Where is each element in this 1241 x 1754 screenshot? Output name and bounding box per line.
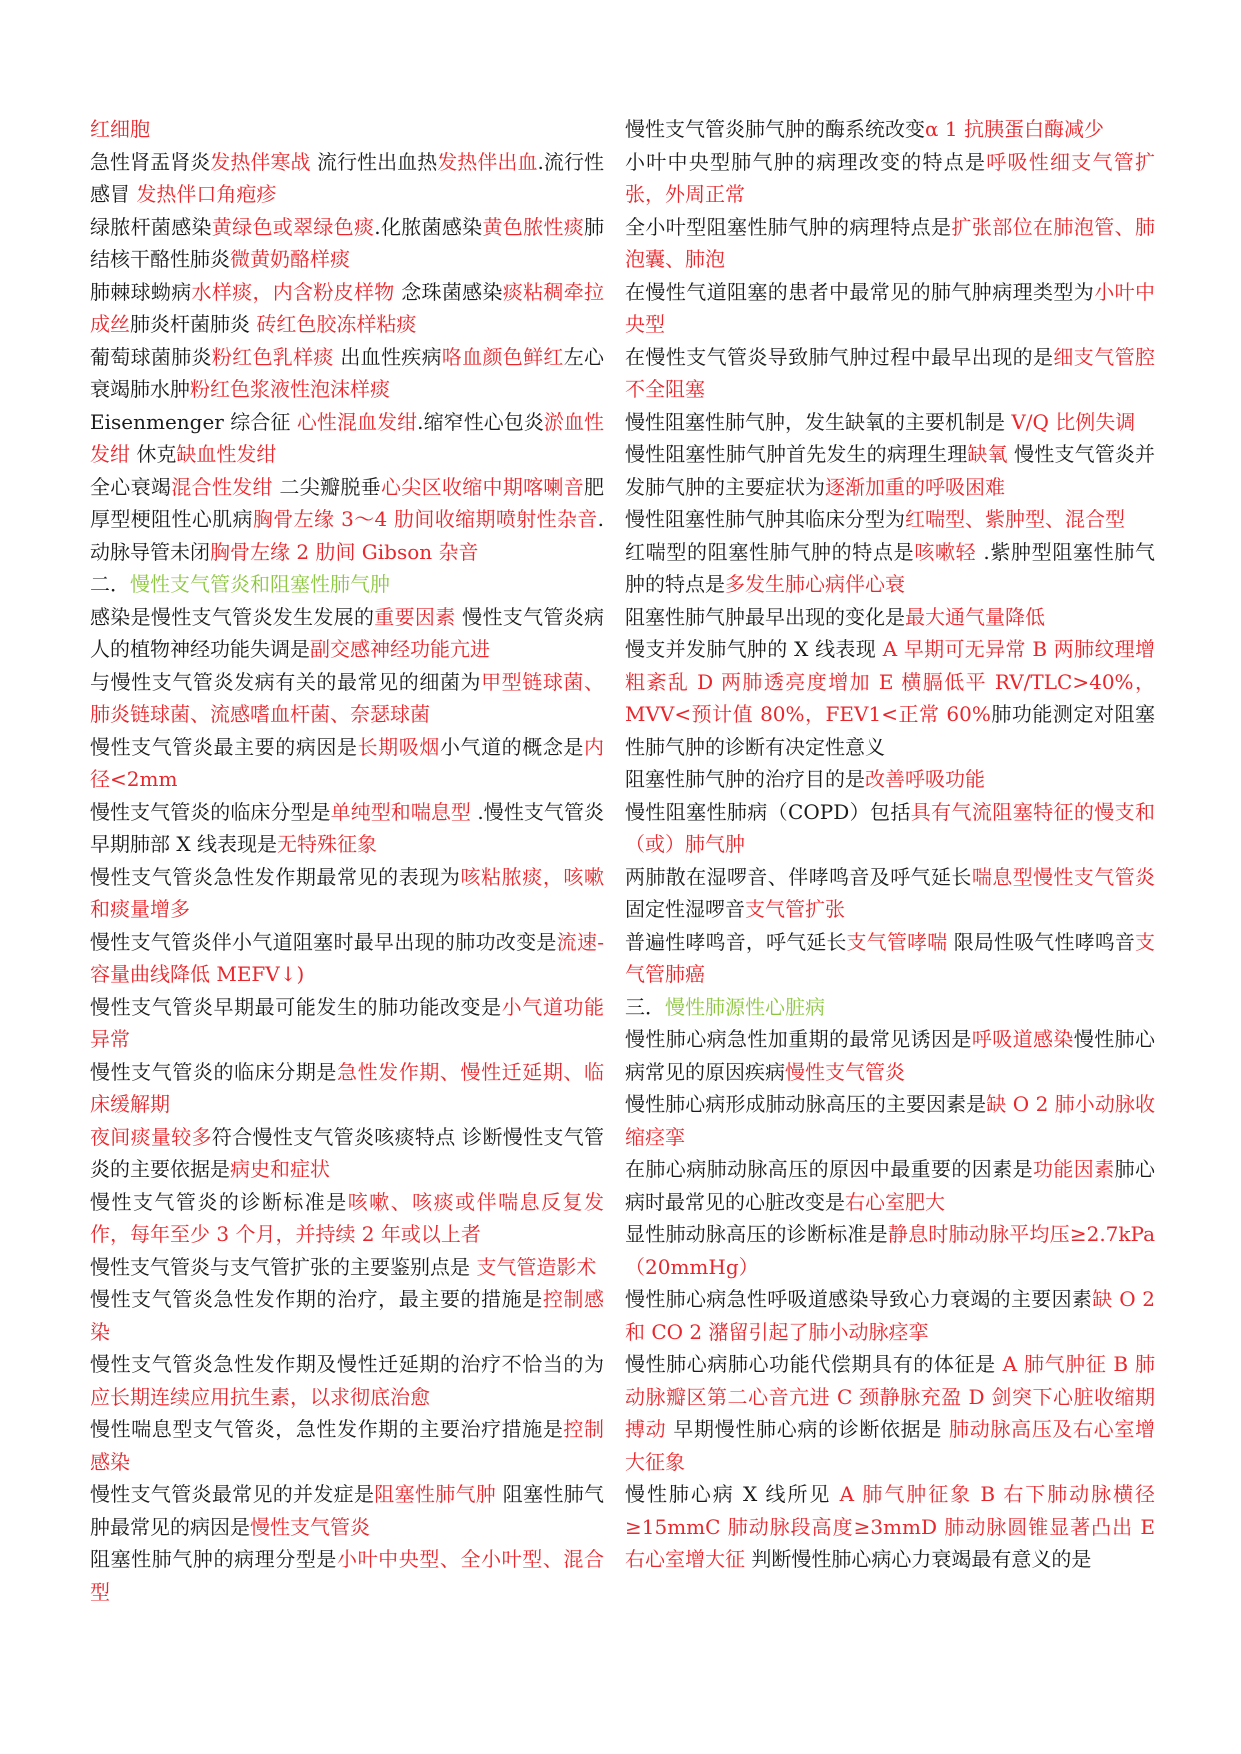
paragraph (90, 1478, 604, 1543)
paragraph (90, 276, 604, 341)
paragraph (90, 796, 604, 861)
section-heading: 慢性肺源性心脏病 (665, 994, 825, 1019)
text-segment: 三． (625, 994, 665, 1019)
paragraph (90, 568, 604, 601)
right-column (625, 113, 1155, 1576)
paragraph (90, 1186, 604, 1251)
paragraph (90, 1413, 604, 1478)
text-segment: .缩窄性心包炎 (417, 409, 544, 434)
paragraph (90, 211, 604, 276)
text-segment: 符合慢性支气管炎咳痰特点 诊断慢性支气管炎的主要依据是 (90, 1124, 605, 1181)
text-segment: 慢性肺心病形成肺动脉高压的主要因素是 (625, 1092, 987, 1116)
text-segment: 二． (90, 572, 130, 596)
text-segment: 慢性支气管炎的临床分期是 (90, 1059, 337, 1084)
paragraph (90, 1283, 604, 1348)
highlight-answer: 小叶中央型、全小叶型、混合型 (90, 1547, 604, 1604)
highlight-answer: 应长期连续应用抗生素，以求彻底治愈 (90, 1384, 430, 1409)
text-segment: 出血性疾病 (333, 344, 442, 369)
highlight-answer: 黄色脓性痰 (482, 214, 585, 239)
paragraph (90, 991, 604, 1056)
highlight-answer: A 肺气肿征 B 肺动脉瓣区第二心音亢进 C 颈静脉充盈 D 剑突下心脏收缩期搏动 (625, 1352, 1156, 1441)
text-segment: 慢性阻塞性肺气肿其临床分型为 (625, 507, 905, 531)
highlight-answer: 小气道功能异常 (90, 994, 605, 1051)
text-segment: 在肺心病肺动脉高压的原因中最重要的因素是 (625, 1157, 1033, 1181)
text-segment: 流行性出血热 (310, 149, 438, 174)
highlight-answer: 具有气流阻塞特征的慢支和（或）肺气肿 (625, 799, 1155, 856)
highlight-answer: 喘息型慢性支气管炎 (971, 864, 1156, 889)
highlight-answer: 功能因素 (1033, 1157, 1115, 1181)
text-segment: 两肺散在湿啰音、伴哮鸣音及呼气延长 (625, 864, 972, 889)
text-segment: 小气道的概念是 (439, 734, 585, 759)
paragraph (625, 861, 1155, 926)
paragraph (625, 341, 1155, 406)
text-segment: 慢性喘息型支气管炎，急性发作期的主要治疗措施是 (90, 1417, 564, 1441)
paragraph (625, 1023, 1155, 1088)
highlight-answer: 混合性发绀 (171, 474, 273, 499)
paragraph (625, 406, 1155, 439)
text-segment: 普遍性哮鸣音，呼气延长 (625, 929, 847, 954)
highlight-answer: 单纯型和喘息型 (330, 799, 471, 824)
highlight-answer: 阻塞性肺气肿 (374, 1482, 497, 1506)
paragraph (90, 113, 604, 146)
highlight-answer: A 早期可无异常 B 两肺纹理增粗紊乱 D 两肺透亮度增加 E 横膈低平 RV/TLC>40%，MVV<预计值 80%，FEV1<正常 60% (625, 637, 1155, 726)
highlight-answer: 急性发作期、慢性迁延期、临床缓解期 (90, 1059, 604, 1116)
paragraph (625, 276, 1155, 341)
paragraph (625, 991, 1155, 1024)
highlight-answer: 咳粘脓痰，咳嗽和痰量增多 (90, 864, 604, 921)
highlight-answer: 慢性支气管炎 (785, 1059, 905, 1084)
text-segment: 慢性支气管炎急性发作期的治疗，最主要的措施是 (90, 1287, 543, 1311)
text-segment: 左心衰竭肺水肿 (90, 344, 605, 401)
highlight-answer: 副交感神经功能亢进 (310, 637, 490, 661)
text-segment: .动脉导管未闭 (90, 507, 605, 564)
highlight-answer: 控制感染 (90, 1287, 605, 1344)
highlight-answer: α 1 抗胰蛋白酶减少 (925, 117, 1104, 141)
highlight-answer: 发热伴出血 (437, 149, 538, 174)
highlight-answer: 红喘型、紫肿型、混合型 (905, 507, 1125, 531)
text-segment: 肺结核干酪性肺炎 (90, 214, 605, 271)
text-segment: 慢性支气管炎急性发作期最常见的表现为 (90, 864, 461, 889)
paragraph (625, 438, 1155, 503)
highlight-answer: 支气管扩张 (745, 897, 845, 921)
text-segment: 慢性支气管炎的诊断标准是 (90, 1189, 348, 1214)
highlight-answer: 病史和症状 (230, 1157, 330, 1181)
paragraph (625, 503, 1155, 536)
paragraph (625, 763, 1155, 796)
highlight-answer: 缺血性发绀 (176, 442, 277, 466)
text-segment: 阻塞性肺气肿最早出现的变化是 (625, 604, 905, 629)
text-segment: 慢性阻塞性肺病（COPD）包括 (625, 799, 911, 824)
paragraph (90, 1056, 604, 1121)
text-segment: 慢性支气管炎早期最可能发生的肺功能改变是 (90, 994, 502, 1019)
text-segment: 急性肾盂肾炎 (90, 149, 211, 174)
text-segment: 早期慢性肺心病的诊断依据是 (666, 1417, 950, 1441)
text-segment: 全心衰竭 (90, 474, 172, 499)
text-segment: 肥厚型梗阻性心肌病 (90, 474, 605, 531)
text-segment: 慢性支气管炎病人的植物神经功能失调是 (90, 604, 605, 661)
paragraph (90, 341, 604, 406)
text-segment: 感染是慢性支气管炎发生发展的 (90, 604, 375, 629)
highlight-answer: 淤血性发绀 (90, 409, 605, 466)
highlight-answer: A 肺气肿征象 B 右下肺动脉横径≥15mmC 肺动脉段高度≥3mmD 肺动脉圆锥显著凸出 E 右心室增大征 (625, 1482, 1155, 1571)
highlight-answer: 呼吸性细支气管扩张，外周正常 (625, 149, 1155, 206)
paragraph (625, 1283, 1155, 1348)
highlight-answer: 右心室肥大 (845, 1189, 945, 1214)
highlight-answer: 心性混血发绀 (296, 409, 418, 434)
highlight-answer: 粉红色浆液性泡沫样痰 (190, 377, 390, 401)
text-segment: 慢性支气管炎伴小气道阻塞时最早出现的肺功改变是 (90, 929, 557, 954)
highlight-answer: 黄绿色或翠绿色痰 (211, 214, 375, 239)
highlight-answer: 咳嗽、咳痰或伴喘息反复发作，每年至少 3 个月，并持续 2 年或以上者 (90, 1189, 605, 1246)
text-segment: .流行性感冒 (90, 149, 605, 206)
paragraph (625, 1088, 1155, 1153)
text-segment: 与慢性支气管炎发病有关的最常见的细菌为 (90, 669, 482, 694)
paragraph (625, 536, 1155, 601)
text-segment: 慢性支气管炎急性发作期及慢性迁延期的治疗不恰当的为 (90, 1352, 604, 1376)
highlight-answer: 无特殊征象 (276, 832, 377, 856)
text-segment: 肺心病时最常见的心脏改变是 (625, 1157, 1156, 1214)
text-segment: 在慢性支气管炎导致肺气肿过程中最早出现的是 (625, 344, 1054, 369)
paragraph (90, 146, 604, 211)
text-segment: 慢性支气管炎并发肺气肿的主要症状为 (625, 442, 1156, 499)
highlight-answer: 咯血颜色鲜红 (441, 344, 564, 369)
paragraph (90, 861, 604, 926)
paragraph (90, 1348, 604, 1413)
highlight-answer: 最大通气量降低 (905, 604, 1045, 629)
paragraph (90, 1543, 604, 1608)
highlight-answer: 水样痰，内含粉皮样物 (191, 279, 395, 304)
highlight-answer: 呼吸道感染 (971, 1027, 1074, 1051)
highlight-answer: 控制感染 (90, 1417, 605, 1474)
paragraph (90, 1121, 604, 1186)
text-segment: 葡萄球菌肺炎 (90, 344, 212, 369)
text-segment: 慢性肺心病常见的原因疾病 (625, 1027, 1156, 1084)
section-heading: 慢性支气管炎和阻塞性肺气肿 (130, 572, 390, 596)
text-segment: 二尖瓣脱垂 (272, 474, 381, 499)
highlight-answer: 流速-容量曲线降低 MEFV↓) (90, 929, 604, 986)
text-segment: 慢性肺心病急性加重期的最常见诱因是 (625, 1027, 972, 1051)
paragraph (90, 601, 604, 666)
highlight-answer: 缺 O 2 和 CO 2 潴留引起了肺小动脉痉挛 (625, 1287, 1155, 1344)
highlight-answer: 支气管哮喘 (846, 929, 948, 954)
highlight-answer: V/Q 比例失调 (1011, 409, 1136, 434)
text-segment: 慢支并发肺气肿的 X 线表现 (625, 637, 883, 661)
paragraph (625, 1348, 1155, 1478)
text-segment: Eisenmenger 综合征 (90, 409, 297, 434)
highlight-answer: 支气管肺癌 (625, 929, 1156, 986)
paragraph (625, 1153, 1155, 1218)
highlight-answer: 扩张部位在肺泡管、肺泡囊、肺泡 (625, 214, 1156, 271)
highlight-answer: 缺氧 (967, 442, 1008, 466)
paragraph (90, 926, 604, 991)
highlight-answer: 发热伴口角疱疹 (136, 182, 277, 206)
text-segment: 慢性支气管炎的临床分型是 (90, 799, 331, 824)
highlight-answer: 红细胞 (90, 117, 150, 141)
highlight-answer: 夜间痰量较多 (90, 1124, 212, 1149)
highlight-answer: 粉红色乳样痰 (211, 344, 334, 369)
paragraph (90, 471, 604, 569)
highlight-answer: 重要因素 (374, 604, 456, 629)
highlight-answer: 静息时肺动脉平均压≥2.7kPa（20mmHg） (625, 1222, 1156, 1279)
text-segment: 阻塞性肺气肿的治疗目的是 (625, 767, 865, 791)
highlight-answer: 微黄奶酪样痰 (230, 247, 350, 271)
highlight-answer: 逐渐加重的呼吸困难 (825, 474, 1005, 499)
highlight-answer: 肺动脉高压及右心室增大征象 (625, 1417, 1156, 1474)
text-segment: 慢性阻塞性肺气肿首先发生的病理生理 (625, 442, 968, 466)
highlight-answer: 胸骨左缘 3～4 肋间收缩期喷射性杂音 (252, 507, 598, 531)
text-segment: 慢性支气管炎与支气管扩张的主要鉴别点是 (90, 1254, 477, 1279)
text-segment: 慢性支气管炎肺气肿的酶系统改变 (625, 117, 925, 141)
text-segment: 全小叶型阻塞性肺气肿的病理特点是 (625, 214, 952, 239)
paragraph (625, 926, 1155, 991)
paragraph (625, 211, 1155, 276)
text-segment: .慢性支气管炎早期肺部 X 线表现是 (90, 799, 605, 856)
highlight-answer: 支气管造影术 (476, 1254, 597, 1279)
highlight-answer: 慢性支气管炎 (250, 1514, 370, 1539)
highlight-answer: 心尖区收缩中期喀喇音 (380, 474, 585, 499)
paragraph (625, 633, 1155, 763)
text-segment: 绿脓杆菌感染 (90, 214, 212, 239)
paragraph (90, 406, 604, 471)
text-segment: 小叶中央型肺气肿的病理改变的特点是 (625, 149, 987, 174)
highlight-answer: 缺 O 2 肺小动脉收缩痉挛 (625, 1092, 1155, 1149)
highlight-answer: 咳嗽轻 (914, 539, 977, 564)
highlight-answer: 小叶中央型 (625, 279, 1156, 336)
text-segment: 念珠菌感染 (394, 279, 503, 304)
highlight-answer: 砖红色胶冻样粘痰 (256, 312, 417, 336)
text-segment: 慢性支气管炎最常见的并发症是 (90, 1482, 375, 1506)
text-segment: 慢性肺心病急性呼吸道感染导致心力衰竭的主要因素 (625, 1287, 1093, 1311)
paragraph (625, 601, 1155, 634)
text-segment: 阻塞性肺气肿的病理分型是 (90, 1547, 337, 1571)
text-segment: 显性肺动脉高压的诊断标准是 (625, 1222, 888, 1246)
text-segment: 判断慢性肺心病心力衰竭最有意义的是 (745, 1547, 1092, 1571)
text-segment: 肺棘球蚴病 (90, 279, 192, 304)
highlight-answer: 长期吸烟 (357, 734, 440, 759)
text-segment: .紫肿型阻塞性肺气肿的特点是 (625, 539, 1156, 596)
left-column (90, 113, 604, 1608)
text-segment: 慢性肺心病肺心功能代偿期具有的体征是 (625, 1352, 1003, 1376)
text-segment: 休克 (130, 442, 177, 466)
highlight-answer: 细支气管腔不全阻塞 (625, 344, 1156, 401)
text-segment: 肺功能测定对阻塞性肺气肿的诊断有决定性意义 (625, 702, 1156, 759)
highlight-answer: 胸骨左缘 2 肋间 Gibson 杂音 (210, 539, 479, 564)
paragraph (90, 666, 604, 731)
text-segment: 固定性湿啰音 (625, 897, 745, 921)
paragraph (625, 1218, 1155, 1283)
highlight-answer: 痰粘稠牵拉成丝 (90, 279, 605, 336)
text-segment: 慢性阻塞性肺气肿，发生缺氧的主要机制是 (625, 409, 1012, 434)
highlight-answer: 多发生肺心病伴心衰 (725, 572, 905, 596)
highlight-answer: 内径<2mm (90, 734, 605, 791)
highlight-answer: 改善呼吸功能 (865, 767, 985, 791)
paragraph (625, 113, 1155, 146)
paragraph (90, 1251, 604, 1284)
text-segment: 红喘型的阻塞性肺气肿的特点是 (625, 539, 915, 564)
text-segment: 慢性肺心病 X 线所见 (625, 1482, 840, 1506)
text-segment: .化脓菌感染 (374, 214, 483, 239)
paragraph (90, 731, 604, 796)
text-segment: 在慢性气道阻塞的患者中最常见的肺气肿病理类型为 (625, 279, 1095, 304)
text-segment: 肺炎杆菌肺炎 (130, 312, 257, 336)
highlight-answer: 发热伴寒战 (210, 149, 311, 174)
paragraph (625, 796, 1155, 861)
paragraph (625, 146, 1155, 211)
text-segment: 慢性支气管炎最主要的病因是 (90, 734, 358, 759)
text-segment: 限局性吸气性哮鸣音 (947, 929, 1136, 954)
text-segment: 阻塞性肺气肿最常见的病因是 (90, 1482, 605, 1539)
highlight-answer: 甲型链球菌、肺炎链球菌、流感嗜血杆菌、奈瑟球菌 (90, 669, 605, 726)
paragraph (625, 1478, 1155, 1576)
